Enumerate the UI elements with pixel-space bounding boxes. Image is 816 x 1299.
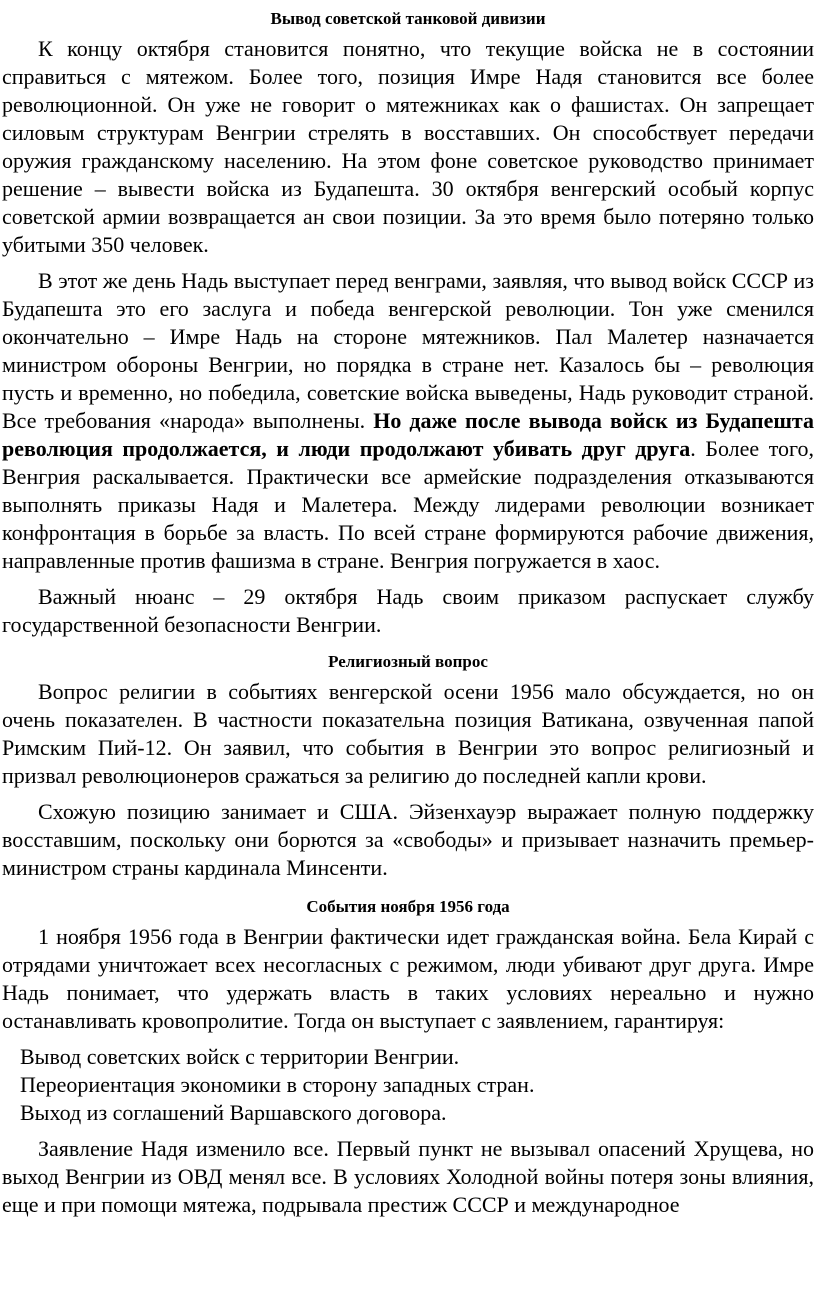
paragraph-vatican: Вопрос религии в событиях венгерской осени 1956 мало обсуждается, но он очень показателен. В частности показательна позиция Ватикана, озвученная папой Римским Пий-12. Он заявил, что события в Венгрии это вопрос религиозный и призвал революционеров сражаться за религию до последней капли крови.: [2, 679, 814, 788]
list-item: Выход из соглашений Варшавского договора.: [20, 1100, 447, 1125]
paragraph-end-of-october: К концу октября становится понятно, что текущие войска не в состоянии справиться с мятежом. Более того, позиция Имре Надя становится все более революционной. Он уже не говорит о мятежниках как о фашистах. Он запрещает силовым структурам Венгрии стрелять в восставших. Он способствует передачи оружия гражданскому населению. На этом фоне советское руководство принимает решение – вывести войска из Будапешта. 30 октября венгерский особый корпус советской армии возвращается ан свои позиции. За это время было потеряно только убитыми 350 человек.: [2, 36, 814, 257]
paragraph-security-service: Важный нюанс – 29 октября Надь своим приказом распускает службу государственной безопасности Венгрии.: [2, 584, 814, 637]
paragraph-nagy-speech-end: . Более того, Венгрия раскалывается. Практически все армейские подразделения отказываются выполнять приказы Надя и Малетера. Между лидерами революции возникает конфронтация в борьбе за власть. По всей стране формируются рабочие движения, направленные против фашизма в стране. Венгрия погружается в хаос.: [2, 436, 814, 573]
section-heading-tank-division: Вывод советской танковой дивизии: [270, 9, 546, 28]
paragraph-nagy-speech-bold: Но даже после вывода войск из Будапешта революция продолжается, и люди продолжают убивать друг друга: [2, 408, 814, 461]
section-heading-november-events: События ноября 1956 года: [306, 897, 510, 916]
guarantees-list: [2, 1043, 814, 1127]
paragraph-nagy-speech: [2, 267, 814, 575]
list-item: Вывод советских войск с территории Венгрии.: [20, 1044, 460, 1069]
paragraph-usa-position: Схожую позицию занимает и США. Эйзенхауэр выражает полную поддержку восставшим, поскольку они борются за «свободы» и призывает назначить премьер-министром страны кардинала Минсенти.: [2, 799, 814, 880]
paragraph-civil-war: 1 ноября 1956 года в Венгрии фактически идет гражданская война. Бела Кирай с отрядами уничтожает всех несогласных с режимом, люди убивают друг друга. Имре Надь понимает, что удержать власть в таких условиях нереально и нужно останавливать кровопролитие. Тогда он выступает с заявлением, гарантируя:: [2, 924, 814, 1033]
list-item: Переориентация экономики в сторону западных стран.: [20, 1072, 535, 1097]
paragraph-statement-changed: Заявление Надя изменило все. Первый пункт не вызывал опасений Хрущева, но выход Венгрии из ОВД менял все. В условиях Холодной войны потеря зоны влияния, еще и при помощи мятежа, подрывала престиж СССР и международное: [2, 1136, 814, 1217]
paragraph-nagy-speech-start: В этот же день Надь выступает перед венграми, заявляя, что вывод войск СССР из Будапешта это его заслуга и победа венгерской революции. Тон уже сменился окончательно – Имре Надь на стороне мятежников. Пал Малетер назначается министром обороны Венгрии, но порядка в стране нет. Казалось бы – революция пусть и временно, но победила, советские войска выведены, Надь руководит страной. Все требования «народа» выполнены.: [2, 268, 814, 433]
section-heading-religion: Религиозный вопрос: [328, 652, 488, 671]
